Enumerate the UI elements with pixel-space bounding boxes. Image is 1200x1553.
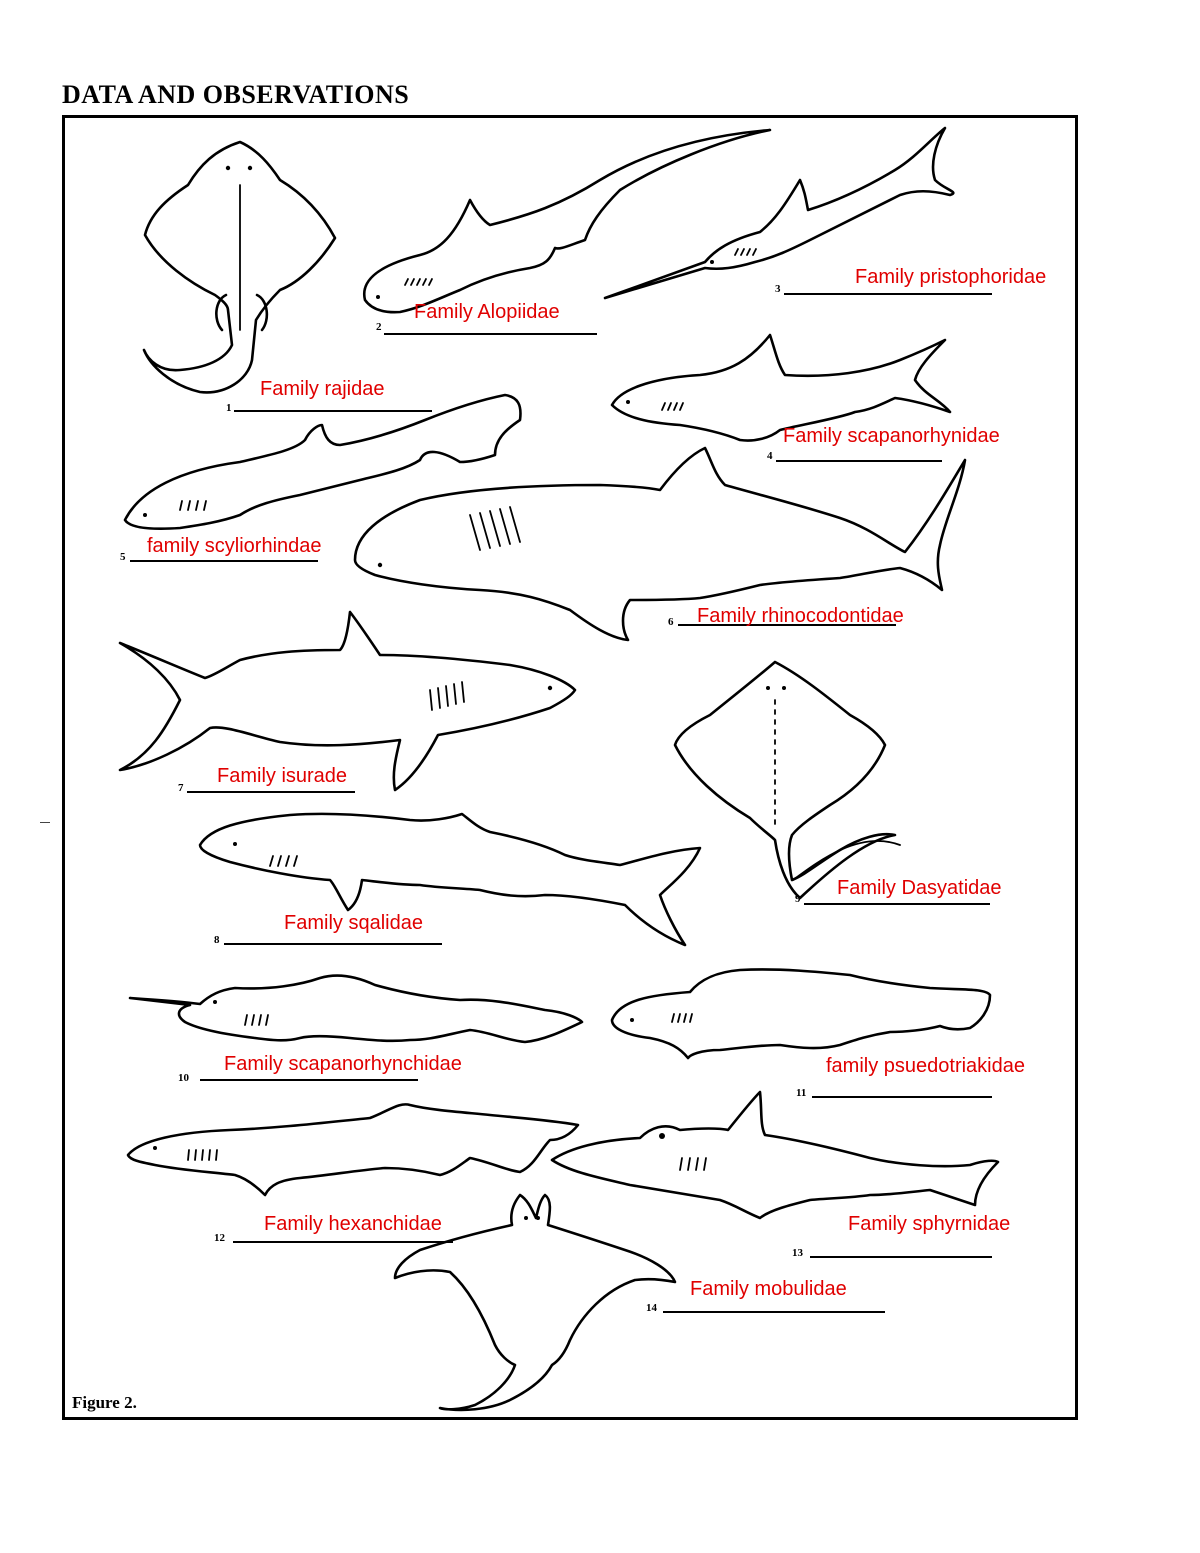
answer-text[interactable]: Family Alopiidae — [414, 301, 560, 323]
item-number: 5 — [120, 551, 126, 563]
answer-text[interactable]: Family scapanorhynchidae — [224, 1053, 462, 1075]
item-number: 12 — [214, 1232, 225, 1244]
item-number: 13 — [792, 1247, 803, 1259]
answer-line — [804, 903, 990, 905]
illustration-8-dogfish — [200, 814, 700, 945]
answer-text[interactable]: Family pristophoridae — [855, 266, 1047, 288]
answer-text[interactable]: family psuedotriakidae — [826, 1055, 1025, 1077]
answer-text[interactable]: Family hexanchidae — [264, 1213, 442, 1235]
answer-text[interactable]: Family Dasyatidae — [837, 877, 1002, 899]
answer-line — [810, 1256, 992, 1258]
illustration-10-goblin — [130, 976, 582, 1042]
illustration-1-skate — [144, 142, 335, 392]
answer-text[interactable]: Family sphyrnidae — [848, 1213, 1011, 1235]
illustration-12-sixgill — [128, 1104, 578, 1195]
item-number: 14 — [646, 1302, 657, 1314]
item-number: 3 — [775, 283, 781, 295]
illustration-5-catshark — [125, 395, 520, 529]
illustration-9-stingray — [675, 662, 900, 898]
answer-text[interactable]: Family mobulidae — [690, 1278, 847, 1300]
answer-text[interactable]: Family sqalidae — [284, 912, 423, 934]
item-number: 1 — [226, 402, 232, 414]
answer-line — [200, 1079, 418, 1081]
answer-text[interactable]: Family scapanorhynidae — [783, 425, 1000, 447]
answer-line — [784, 293, 992, 295]
answer-text[interactable]: Family rajidae — [260, 378, 385, 400]
item-number: 6 — [668, 616, 674, 628]
answer-line — [812, 1096, 992, 1098]
illustration-7-mako — [120, 612, 575, 790]
item-number: 11 — [796, 1087, 807, 1099]
answer-line — [384, 333, 597, 335]
item-number: 4 — [767, 450, 773, 462]
illustration-11-false-catshark — [612, 969, 990, 1058]
item-number: 7 — [178, 782, 184, 794]
answer-line — [663, 1311, 885, 1313]
item-number: 8 — [214, 934, 220, 946]
answer-text[interactable]: Family rhinocodontidae — [697, 605, 904, 627]
figure-caption: Figure 2. — [72, 1393, 137, 1412]
item-number: 9 — [795, 893, 801, 905]
item-number: 10 — [178, 1072, 189, 1084]
answer-line — [224, 943, 442, 945]
answer-line — [130, 560, 318, 562]
illustration-2-thresher — [364, 130, 770, 312]
answer-line — [776, 460, 942, 462]
answer-line — [233, 1241, 453, 1243]
illustration-13-hammerhead — [552, 1092, 998, 1218]
answer-line — [187, 791, 355, 793]
answer-text[interactable]: Family isurade — [217, 765, 348, 787]
page-heading: DATA AND OBSERVATIONS — [62, 80, 410, 109]
answer-line — [234, 410, 432, 412]
item-number: 2 — [376, 321, 382, 333]
answer-text[interactable]: family scyliorhindae — [147, 535, 322, 557]
